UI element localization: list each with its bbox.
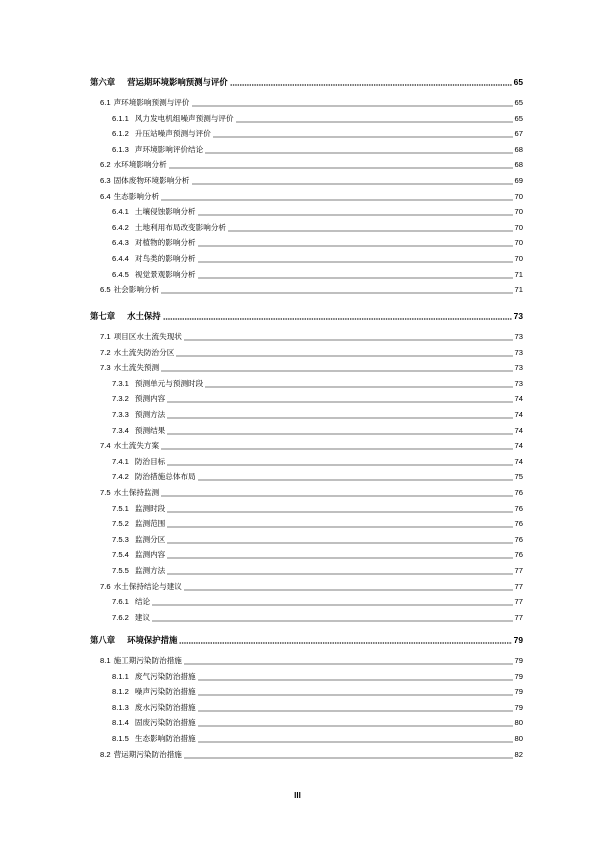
toc-entry-number: 7.4.1 (112, 456, 129, 466)
toc-entry[interactable] (112, 206, 523, 218)
toc-entry-title (112, 237, 196, 249)
toc-entry-title (112, 269, 196, 281)
toc-entry-page: 77 (514, 566, 523, 575)
toc-entry-page: 73 (514, 378, 523, 388)
dot-leader (198, 245, 513, 247)
toc-entry[interactable] (100, 581, 523, 593)
toc-entry-title (90, 76, 228, 88)
toc-entry-title (112, 717, 196, 729)
toc-entry-text: 防治措施总体布局 (134, 472, 196, 482)
toc-entry[interactable] (112, 733, 523, 745)
toc-entry-text: 施工期污染防治措施 (113, 656, 182, 665)
toc-entry-number: 7.4.2 (112, 472, 129, 482)
toc-entry-text: 预测方法 (134, 410, 166, 419)
toc-entry-text: 水土保持 (127, 311, 161, 321)
dot-leader (167, 433, 512, 435)
toc-entry-page: 74 (514, 410, 523, 419)
dot-leader (176, 355, 512, 357)
toc-entry-title (112, 222, 226, 234)
toc-entry-number: 6.4.3 (112, 238, 129, 248)
toc-entry-text: 废水污染防治措施 (134, 702, 196, 712)
toc-chapter-entry[interactable] (90, 310, 523, 322)
toc-entry[interactable] (112, 549, 523, 561)
toc-entry-number: 7.6.1 (112, 597, 129, 607)
toc-entry-page: 80 (514, 718, 523, 728)
toc-entry[interactable] (100, 191, 523, 203)
toc-entry-text: 固体废物环境影响分析 (113, 176, 190, 185)
toc-entry-text: 噪声污染防治措施 (134, 687, 196, 697)
toc-entry-page: 65 (514, 113, 523, 123)
toc-entry-title (112, 549, 165, 561)
toc-entry-text: 结论 (134, 597, 151, 607)
dot-leader (198, 214, 513, 216)
toc-entry-text: 水土保持监测 (113, 488, 160, 497)
dot-leader (167, 573, 512, 575)
toc-entry-title (112, 612, 150, 624)
dot-leader (213, 136, 513, 138)
toc-entry-text: 环境保护措施 (127, 635, 178, 645)
toc-entry-page: 74 (514, 456, 523, 466)
toc-entry-number: 8.1.4 (112, 718, 129, 728)
toc-entry-number: 7.6.2 (112, 612, 129, 622)
toc-entry[interactable] (112, 471, 523, 483)
dot-leader (198, 710, 513, 712)
toc-entry-number: 6.2 (100, 160, 111, 170)
toc-entry-text: 水土流失预测 (113, 363, 160, 373)
toc-entry[interactable] (112, 128, 523, 140)
toc-entry-title (100, 347, 174, 359)
toc-entry[interactable] (112, 237, 523, 249)
toc-chapter-entry[interactable] (90, 76, 523, 88)
toc-entry-number: 7.5.2 (112, 519, 129, 529)
toc-entry-text: 固废污染防治措施 (134, 718, 196, 728)
toc-entry-text: 监测方法 (134, 566, 166, 575)
toc-entry-number: 7.3.4 (112, 425, 129, 435)
toc-entry-title (112, 378, 203, 390)
toc-entry-page: 71 (514, 285, 523, 295)
toc-entry-page: 70 (514, 222, 523, 232)
toc-entry-number: 6.1.2 (112, 129, 129, 139)
dot-leader (184, 589, 513, 591)
toc-entry-text: 营运期环境影响预测与评价 (127, 77, 228, 87)
toc-entry[interactable] (100, 347, 523, 359)
toc-entry-title (100, 284, 159, 296)
toc-entry-title (112, 733, 196, 745)
toc-entry-title (112, 565, 165, 577)
toc-entry[interactable] (112, 144, 523, 156)
toc-entry-number: 7.5.1 (112, 503, 129, 513)
toc-entry[interactable] (112, 596, 523, 608)
toc-entry-title (112, 144, 203, 156)
toc-entry-page: 74 (514, 394, 523, 404)
toc-entry-page: 73 (514, 347, 523, 357)
toc-entry[interactable] (100, 749, 523, 761)
toc-entry-page: 76 (514, 488, 523, 497)
toc-entry-text: 监测范围 (134, 519, 166, 529)
toc-entry-title (112, 113, 234, 125)
toc-entry[interactable] (112, 456, 523, 468)
toc-entry-title (112, 253, 196, 265)
toc-entry-number: 7.5.4 (112, 550, 129, 560)
toc-entry-title (100, 97, 190, 109)
toc-entry-text: 视觉景观影响分析 (134, 269, 196, 279)
toc-entry[interactable] (100, 440, 523, 452)
dot-leader (198, 479, 513, 481)
dot-leader (167, 526, 512, 528)
dot-leader (161, 292, 512, 294)
toc-entry-text: 建议 (134, 612, 151, 622)
toc-entry-page: 77 (514, 612, 523, 622)
toc-entry-page: 69 (514, 176, 523, 185)
toc-entry-page: 70 (514, 238, 523, 248)
toc-entry-page: 76 (514, 550, 523, 560)
toc-entry-page: 73 (513, 311, 523, 321)
toc-entry-text: 升压站噪声预测与评价 (134, 129, 211, 139)
toc-entry-text: 项目区水土流失现状 (113, 332, 182, 341)
toc-entry-number: 6.4.4 (112, 254, 129, 263)
toc-entry-page: 74 (514, 441, 523, 451)
dot-leader (184, 757, 513, 759)
toc-entry-text: 水土流失方案 (113, 441, 160, 451)
dot-leader (167, 511, 512, 513)
toc-entry-title (112, 534, 165, 546)
toc-entry-page: 76 (514, 519, 523, 529)
dot-leader (205, 386, 512, 388)
toc-entry[interactable] (112, 565, 523, 577)
toc-entry-number: 第八章 (90, 635, 116, 645)
toc-entry-text: 对鸟类的影响分析 (134, 254, 196, 263)
toc-entry-number: 7.6 (100, 581, 111, 591)
toc-entry-number: 8.1.2 (112, 687, 129, 697)
dot-leader (205, 152, 512, 154)
toc-entry-number: 8.1.3 (112, 702, 129, 712)
dot-leader (161, 370, 512, 372)
toc-entry-text: 声环境影响评价结论 (134, 144, 204, 154)
toc-entry[interactable] (112, 612, 523, 624)
toc-entry-number: 8.1.5 (112, 734, 129, 743)
toc-entry-title (100, 749, 182, 761)
toc-entry[interactable] (100, 487, 523, 499)
toc-entry-title (112, 686, 196, 698)
dot-leader (169, 167, 513, 169)
toc-entry-title (100, 440, 159, 452)
toc-entry-title (90, 634, 177, 646)
toc-entry-title (100, 362, 159, 374)
dot-leader (198, 741, 513, 743)
toc-entry[interactable] (112, 503, 523, 515)
toc-entry-page: 67 (514, 129, 523, 139)
toc-entry-number: 6.4.2 (112, 222, 129, 232)
toc-entry-number: 6.4 (100, 191, 111, 201)
dot-leader (198, 725, 513, 727)
toc-entry-text: 生态影响分析 (113, 191, 160, 201)
dot-leader (198, 679, 513, 681)
toc-entry-page: 79 (514, 671, 523, 681)
toc-entry-text: 对植物的影响分析 (134, 238, 196, 248)
toc-entry-number: 7.3 (100, 363, 111, 373)
toc-entry-number: 6.1 (100, 98, 111, 107)
toc-entry-number: 6.1.3 (112, 144, 129, 154)
dot-leader (167, 401, 512, 403)
toc-entry-page: 70 (514, 207, 523, 217)
dot-leader (184, 339, 513, 341)
dot-leader (163, 318, 512, 320)
toc-entry-text: 水土流失防治分区 (113, 347, 175, 357)
toc-entry-title (112, 702, 196, 714)
toc-entry[interactable] (112, 425, 523, 437)
toc-entry-text: 水环境影响分析 (113, 160, 167, 170)
toc-entry-page: 80 (514, 734, 523, 743)
toc-entry-page: 68 (514, 160, 523, 170)
toc-entry[interactable] (100, 331, 523, 343)
toc-entry[interactable] (112, 222, 523, 234)
dot-leader (161, 495, 512, 497)
toc-entry-text: 预测内容 (134, 394, 166, 404)
toc-entry-text: 监测分区 (134, 534, 166, 544)
toc-entry-text: 防治目标 (134, 456, 166, 466)
toc-entry-number: 7.5 (100, 488, 111, 497)
toc-entry-title (100, 331, 182, 343)
toc-chapter-entry[interactable] (90, 634, 523, 646)
toc-entry-title (112, 456, 165, 468)
toc-entry[interactable] (100, 97, 523, 109)
toc-entry-text: 社会影响分析 (113, 285, 160, 295)
dot-leader (152, 620, 512, 622)
toc-entry-title (112, 471, 196, 483)
toc-entry[interactable] (112, 717, 523, 729)
toc-entry-page: 74 (514, 425, 523, 435)
toc-entry-text: 预测结果 (134, 425, 166, 435)
toc-entry-page: 79 (514, 702, 523, 712)
toc-entry-title (100, 655, 182, 667)
toc-entry-page: 70 (514, 191, 523, 201)
toc-entry-number: 6.1.1 (112, 113, 129, 123)
toc-entry[interactable] (112, 269, 523, 281)
toc-entry-number: 7.5.5 (112, 566, 129, 575)
dot-leader (167, 417, 512, 419)
toc-entry[interactable] (100, 159, 523, 171)
dot-leader (167, 464, 512, 466)
toc-entry-text: 监测时段 (134, 503, 166, 513)
toc-entry-page: 77 (514, 597, 523, 607)
toc-entry-page: 65 (514, 98, 523, 107)
toc-entry-title (112, 503, 165, 515)
dot-leader (198, 277, 513, 279)
toc-entry-page: 73 (514, 363, 523, 373)
toc-entry-page: 76 (514, 503, 523, 513)
toc-entry-number: 6.4.5 (112, 269, 129, 279)
toc-entry-page: 77 (514, 581, 523, 591)
dot-leader (167, 557, 512, 559)
dot-leader (198, 694, 513, 696)
toc-entry-number: 第六章 (90, 77, 116, 87)
toc-entry-number: 7.3.2 (112, 394, 129, 404)
toc-entry[interactable] (112, 393, 523, 405)
toc-entry[interactable] (100, 284, 523, 296)
dot-leader (192, 105, 513, 107)
toc-entry-title (112, 425, 165, 437)
dot-leader (236, 121, 513, 123)
toc-entry-page: 82 (514, 749, 523, 759)
toc-entry-title (112, 393, 165, 405)
toc-entry-number: 6.5 (100, 285, 111, 295)
toc-entry-title (112, 128, 211, 140)
toc-entry-title (112, 206, 196, 218)
toc-entry-number: 6.3 (100, 176, 111, 185)
toc-entry-title (112, 596, 150, 608)
toc-entry-number: 8.2 (100, 749, 111, 759)
toc-entry-title (112, 518, 165, 530)
toc-entry-page: 76 (514, 534, 523, 544)
toc-entry[interactable] (112, 518, 523, 530)
dot-leader (161, 448, 512, 450)
dot-leader (161, 199, 512, 201)
toc-entry[interactable] (112, 702, 523, 714)
toc-entry-text: 风力发电机组噪声预测与评价 (134, 113, 234, 123)
toc-entry-title (112, 409, 165, 421)
toc-entry[interactable] (112, 378, 523, 390)
toc-entry-text: 监测内容 (134, 550, 166, 560)
toc-entry[interactable] (112, 409, 523, 421)
dot-leader (179, 642, 511, 644)
dot-leader (192, 183, 513, 185)
toc-entry-title (90, 310, 161, 322)
toc-entry-number: 7.2 (100, 347, 111, 357)
dot-leader (184, 663, 513, 665)
toc-entry-number: 7.3.1 (112, 378, 129, 388)
toc-entry-title (100, 191, 159, 203)
toc-entry-text: 预测单元与预测时段 (134, 378, 204, 388)
toc-entry-number: 第七章 (90, 311, 116, 321)
toc-entry-page: 71 (514, 269, 523, 279)
toc-entry[interactable] (100, 175, 523, 187)
toc-entry-title (112, 671, 196, 683)
toc-entry[interactable] (112, 113, 523, 125)
toc-entry-text: 土壤侵蚀影响分析 (134, 207, 196, 217)
toc-entry[interactable] (112, 534, 523, 546)
toc-entry-title (100, 175, 190, 187)
toc-entry-number: 6.4.1 (112, 207, 129, 217)
toc-entry[interactable] (112, 671, 523, 683)
toc-entry-page: 75 (514, 472, 523, 482)
toc-entry-page: 70 (514, 254, 523, 263)
toc-entry-title (100, 159, 167, 171)
toc-entry-title (100, 581, 182, 593)
toc-entry[interactable] (100, 655, 523, 667)
dot-leader (198, 261, 513, 263)
toc-entry-text: 废气污染防治措施 (134, 671, 196, 681)
toc-entry[interactable] (112, 686, 523, 698)
dot-leader (167, 542, 512, 544)
toc-entry-page: 73 (514, 332, 523, 341)
toc-entry[interactable] (100, 362, 523, 374)
toc-entry-number: 7.3.3 (112, 410, 129, 419)
toc-entry-text: 土地利用布局改变影响分析 (134, 222, 227, 232)
toc-entry-text: 生态影响防治措施 (134, 734, 196, 743)
dot-leader (152, 604, 512, 606)
toc-entry-page: 79 (514, 687, 523, 697)
toc-entry-number: 7.1 (100, 332, 111, 341)
toc-entry-number: 7.4 (100, 441, 111, 451)
toc-entry-title (100, 487, 159, 499)
dot-leader (228, 230, 513, 232)
toc-entry-number: 7.5.3 (112, 534, 129, 544)
toc-entry-number: 8.1.1 (112, 671, 129, 681)
toc-entry-page: 79 (513, 635, 523, 645)
toc-entry-text: 水土保持结论与建议 (113, 581, 182, 591)
toc-entry-page: 79 (514, 656, 523, 665)
toc-entry-page: 65 (513, 77, 523, 87)
toc-entry-text: 营运期污染防治措施 (113, 749, 182, 759)
toc-entry-page: 68 (514, 144, 523, 154)
toc-entry-number: 8.1 (100, 656, 111, 665)
dot-leader (230, 84, 512, 86)
toc-entry-text: 声环境影响预测与评价 (113, 98, 190, 107)
page-number-footer: III (294, 791, 301, 800)
toc-entry[interactable] (112, 253, 523, 265)
